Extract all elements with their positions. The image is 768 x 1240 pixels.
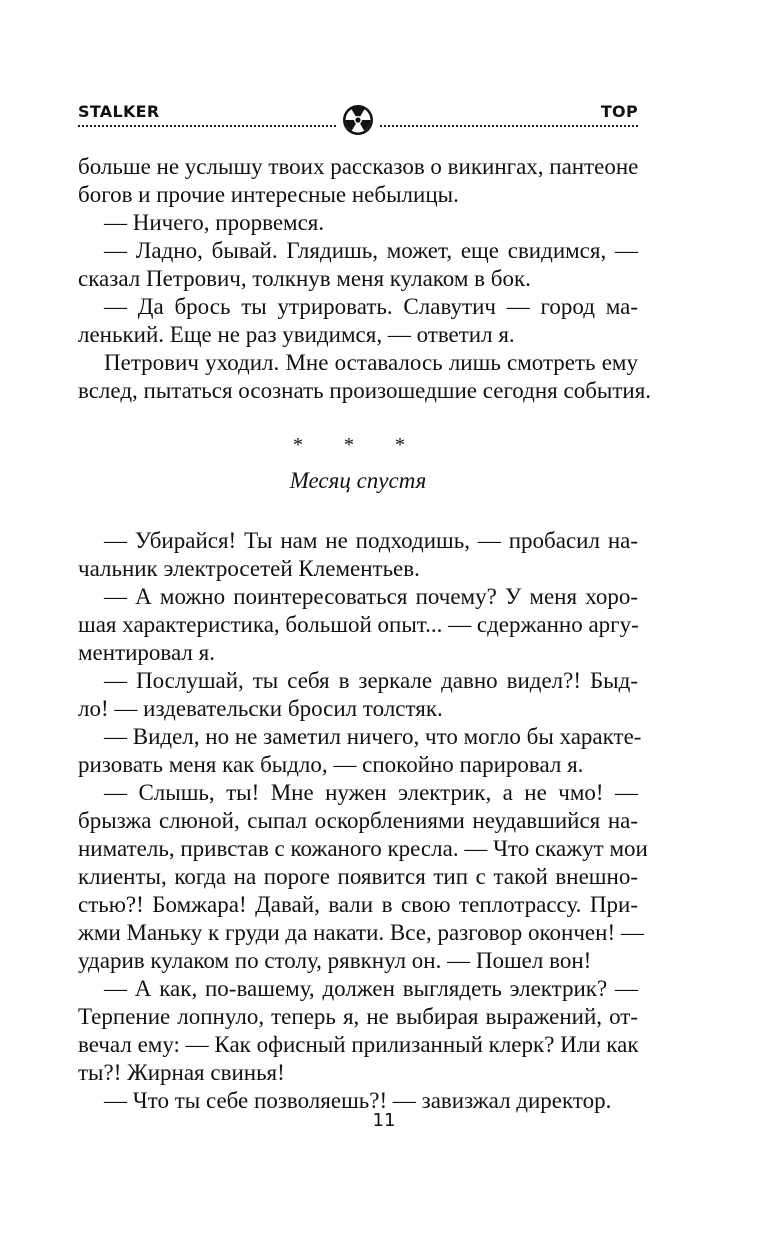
text-line: чальник электросетей Клементьев. xyxy=(78,556,420,581)
paragraph xyxy=(78,583,638,667)
text-line: жми Маньку к груди да накати. Все, разговор окончен! — xyxy=(78,920,644,945)
text-line: — Послушай, ты себя в зеркале давно видел?! Быд- xyxy=(104,668,638,693)
text-line: — Видел, но не заметил ничего, что могло бы характе- xyxy=(104,724,642,749)
header-dotted-rule-left xyxy=(78,125,336,127)
text-line: сказал Петрович, толкнув меня кулаком в бок. xyxy=(78,266,531,291)
text-line: богов и прочие интересные небылицы. xyxy=(78,182,459,207)
section-title: Месяц спустя xyxy=(289,468,427,493)
text-line: брызжа слюной, сыпал оскорблениями неудавшийся на- xyxy=(78,808,638,833)
text-line: — А как, по-вашему, должен выглядеть электрик? — xyxy=(104,976,638,1001)
text-line: — Ничего, прорвемся. xyxy=(104,210,325,235)
text-line: ментировал я. xyxy=(78,640,215,665)
running-header xyxy=(78,98,638,138)
text-line: вечал ему: — Как офисный прилизанный клерк? Или как xyxy=(78,1032,639,1057)
paragraph xyxy=(78,293,638,349)
text-line: шая характеристика, большой опыт... — сдержанно аргу- xyxy=(78,612,639,637)
text-line: — А можно поинтересоваться почему? У меня хоро- xyxy=(104,584,638,609)
text-after-break xyxy=(78,527,648,1115)
radiation-hazard-icon xyxy=(342,104,374,136)
text-line: ниматель, привстав с кожаного кресла. — Что скажут мои xyxy=(78,836,648,861)
text-line: ударив кулаком по столу, рявкнул он. — Пошел вон! xyxy=(78,948,592,973)
text-line: — Да брось ты утрировать. Славутич — город ма- xyxy=(104,294,638,319)
text-line: больше не услышу твоих рассказов о викингах, пантеоне xyxy=(78,154,639,179)
body-text xyxy=(78,153,652,1115)
text-line: Петрович уходил. Мне оставалось лишь смотреть ему xyxy=(104,350,638,375)
text-line: — Убирайся! Ты нам не подходишь, — пробасил на- xyxy=(104,528,638,553)
paragraph xyxy=(78,667,638,723)
header-dotted-rule-right xyxy=(380,125,638,127)
text-line: стью?! Бомжара! Давай, вали в свою теплотрассу. При- xyxy=(78,892,638,917)
text-line: ризовать меня как быдло, — спокойно парировал я. xyxy=(78,752,584,777)
page-number: 11 xyxy=(372,1110,396,1131)
text-line: — Что ты себе позволяешь?! — завизжал директор. xyxy=(104,1088,612,1113)
text-before-break xyxy=(78,153,652,405)
book-title: ТОР xyxy=(600,102,638,121)
paragraph xyxy=(78,779,648,975)
paragraph xyxy=(78,153,638,209)
text-line: ты?! Жирная свинья! xyxy=(78,1060,285,1085)
paragraph xyxy=(78,349,652,405)
text-line: Терпение лопнуло, теперь я, не выбирая выражений, от- xyxy=(78,1004,638,1029)
section-break: * * * xyxy=(293,434,423,456)
paragraph xyxy=(78,237,638,293)
text-line: ло! — издевательски бросил толстяк. xyxy=(78,696,443,721)
paragraph xyxy=(78,209,638,237)
text-line: вслед, пытаться осознать произошедшие сегодня события. xyxy=(78,378,652,403)
text-line: клиенты, когда на пороге появится тип с такой внешно- xyxy=(78,864,638,889)
text-line: — Ладно, бывай. Глядишь, может, еще свидимся, — xyxy=(104,238,638,263)
text-line: — Слышь, ты! Мне нужен электрик, а не чмо! — xyxy=(104,780,638,805)
series-title: STALKER xyxy=(78,102,160,121)
paragraph xyxy=(78,527,638,583)
text-line: ленький. Еще не раз увидимся, — ответил я. xyxy=(78,322,515,347)
paragraph xyxy=(78,723,642,779)
paragraph xyxy=(78,975,638,1087)
